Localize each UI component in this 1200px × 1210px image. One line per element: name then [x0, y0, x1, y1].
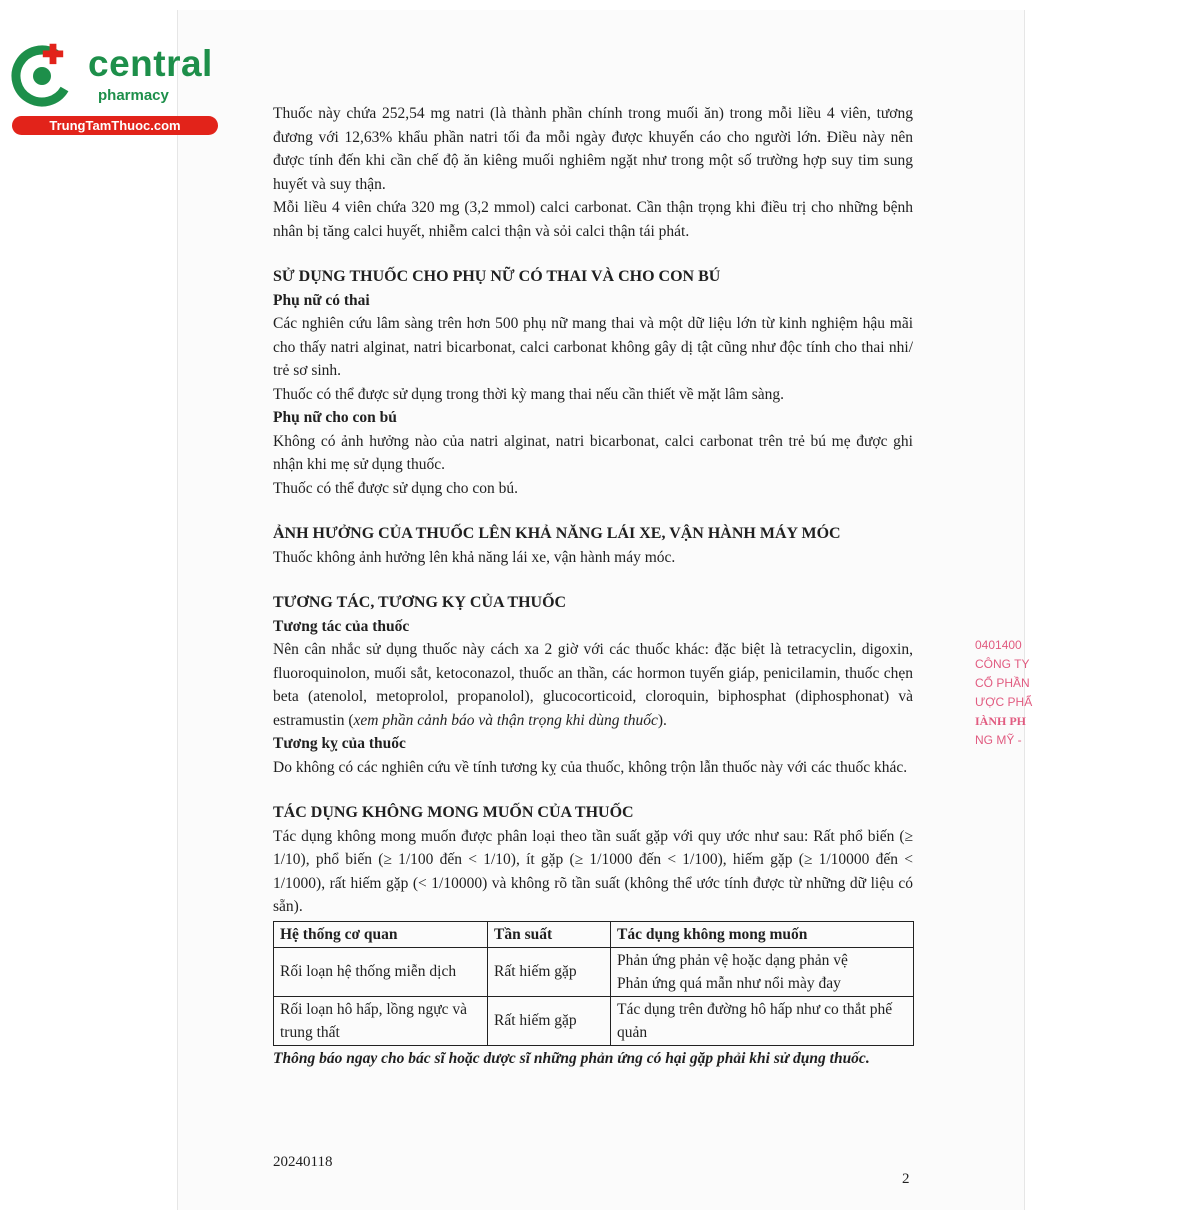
stamp-line: IÀNH PH: [975, 714, 1026, 728]
pregnancy-paragraph-1: Các nghiên cứu lâm sàng trên hơn 500 phụ nữ mang thai và một dữ liệu lớn từ kinh nghiệm hậu mãi cho thấy natri alginat, natri bicarbonat, calci carbonat không gây dị tật cũng như độc tính cho thai nhi/ trẻ sơ sinh.: [273, 315, 913, 379]
table-header-frequency: Tần suất: [488, 921, 611, 947]
table-header-organ: Hệ thống cơ quan: [274, 921, 488, 947]
page-number: 2: [902, 1171, 910, 1187]
table-cell-frequency: Rất hiếm gặp: [488, 947, 611, 996]
table-cell-frequency: Rất hiếm gặp: [488, 996, 611, 1045]
subtitle-drug-interactions: Tương tác của thuốc: [273, 617, 410, 635]
report-notice: Thông báo ngay cho bác sĩ hoặc dược sĩ những phản ứng có hại gặp phải khi sử dụng thuốc.: [273, 1049, 870, 1067]
table-header-effects: Tác dụng không mong muốn: [611, 921, 914, 947]
subtitle-breastfeeding: Phụ nữ cho con bú: [273, 409, 397, 426]
adverse-effects-table: [273, 921, 914, 1046]
table-row: [274, 947, 914, 996]
pharmacy-cross-icon: [10, 38, 80, 108]
central-pharmacy-logo[interactable]: [10, 38, 215, 138]
effect-item: Tác dụng trên đường hô hấp như co thắt phế quản: [617, 1000, 893, 1041]
interactions-italic-ref: xem phần cảnh báo và thận trọng khi dùng thuốc: [353, 711, 658, 729]
brand-name: central: [88, 43, 213, 84]
table-header-row: [274, 921, 914, 947]
document-body: [273, 102, 913, 1070]
table-cell-organ: Rối loạn hệ thống miễn dịch: [274, 947, 488, 996]
section-title-pregnancy: SỬ DỤNG THUỐC CHO PHỤ NỮ CÓ THAI VÀ CHO CON BÚ: [273, 268, 721, 285]
effect-item: Phản ứng phản vệ hoặc dạng phản vệ: [617, 951, 848, 969]
table-cell-effects: [611, 996, 914, 1045]
interactions-text: Nên cân nhắc sử dụng thuốc này cách xa 2 giờ với các thuốc khác: đặc biệt là tetracyclin, digoxin, fluoroquinolon, muối sắt, ketoconazol, thuốc an thần, các hormon tuyến giáp, penicilamin, thuốc chẹn beta (atenolol, metoprolol, propanolol), glucocorticoid, cloroquin, biphosphat (diphosphonat) và estramustin (: [273, 641, 913, 729]
document-code: 20240118: [273, 1154, 333, 1170]
table-row: [274, 996, 914, 1045]
effect-item: Phản ứng quá mẫn như nổi mày đay: [617, 974, 841, 992]
brand-url-link[interactable]: TrungTamThuoc.com: [12, 116, 218, 135]
section-title-driving: ẢNH HƯỞNG CỦA THUỐC LÊN KHẢ NĂNG LÁI XE, VẬN HÀNH MÁY MÓC: [273, 525, 841, 542]
pregnancy-paragraph-2: Thuốc có thể được sử dụng trong thời kỳ mang thai nếu cần thiết về mặt lâm sàng.: [273, 385, 784, 403]
incompatibilities-paragraph: Do không có các nghiên cứu về tính tương kỵ của thuốc, không trộn lẫn thuốc này với các thuốc khác.: [273, 758, 908, 776]
section-title-adverse-effects: TÁC DỤNG KHÔNG MONG MUỐN CỦA THUỐC: [273, 804, 634, 821]
adverse-effects-paragraph: Tác dụng không mong muốn được phân loại theo tần suất gặp với quy ước như sau: Rất phổ biến (≥ 1/10), phổ biến (≥ 1/100 đến < 1/10), ít gặp (≥ 1/1000 đến < 1/100), hiếm gặp (≥ 1/10000 đến < 1/1000), rất hiếm gặp (< 1/10000) và không rõ tần suất (không thể ước tính được từ những dữ liệu có sẵn).: [273, 827, 913, 915]
stamp-line: NG MỸ -: [975, 733, 1022, 747]
table-cell-organ: Rối loạn hô hấp, lồng ngực và trung thất: [274, 996, 488, 1045]
section-title-interactions: TƯƠNG TÁC, TƯƠNG KỴ CỦA THUỐC: [273, 594, 567, 611]
interactions-paragraph: [273, 638, 913, 732]
breastfeeding-paragraph-1: Không có ảnh hưởng nào của natri alginat, natri bicarbonat, calci carbonat trên trẻ bú mẹ được ghi nhận khi mẹ sử dụng thuốc.: [273, 432, 913, 473]
subtitle-incompatibilities: Tương kỵ của thuốc: [273, 735, 406, 752]
interactions-text-end: ).: [657, 711, 667, 729]
company-stamp: [975, 636, 1035, 796]
brand-subtitle: pharmacy: [98, 87, 169, 104]
breastfeeding-paragraph-2: Thuốc có thể được sử dụng cho con bú.: [273, 479, 518, 497]
driving-paragraph: Thuốc không ảnh hưởng lên khả năng lái xe, vận hành máy móc.: [273, 548, 676, 566]
intro-paragraph-2: Mỗi liều 4 viên chứa 320 mg (3,2 mmol) calci carbonat. Cần thận trọng khi điều trị cho những bệnh nhân bị tăng calci huyết, nhiễm calci thận và sỏi calci thận tái phát.: [273, 199, 913, 240]
stamp-line: CỔ PHẦN: [975, 676, 1030, 690]
intro-paragraph-1: Thuốc này chứa 252,54 mg natri (là thành phần chính trong muối ăn) trong mỗi liều 4 viên, tương đương với 12,63% khẩu phần natri tối đa mỗi ngày được khuyến cáo cho người lớn. Điều này nên được tính đến khi cần chế độ ăn kiêng muối nghiêm ngặt như trong một số trường hợp suy tim sung huyết và suy thận.: [273, 105, 913, 193]
stamp-line: 0401400: [975, 638, 1022, 652]
stamp-line: CÔNG TY: [975, 657, 1030, 671]
table-cell-effects: [611, 947, 914, 996]
stamp-line: ƯỢC PHẨ: [975, 695, 1033, 709]
subtitle-pregnant-women: Phụ nữ có thai: [273, 291, 370, 309]
